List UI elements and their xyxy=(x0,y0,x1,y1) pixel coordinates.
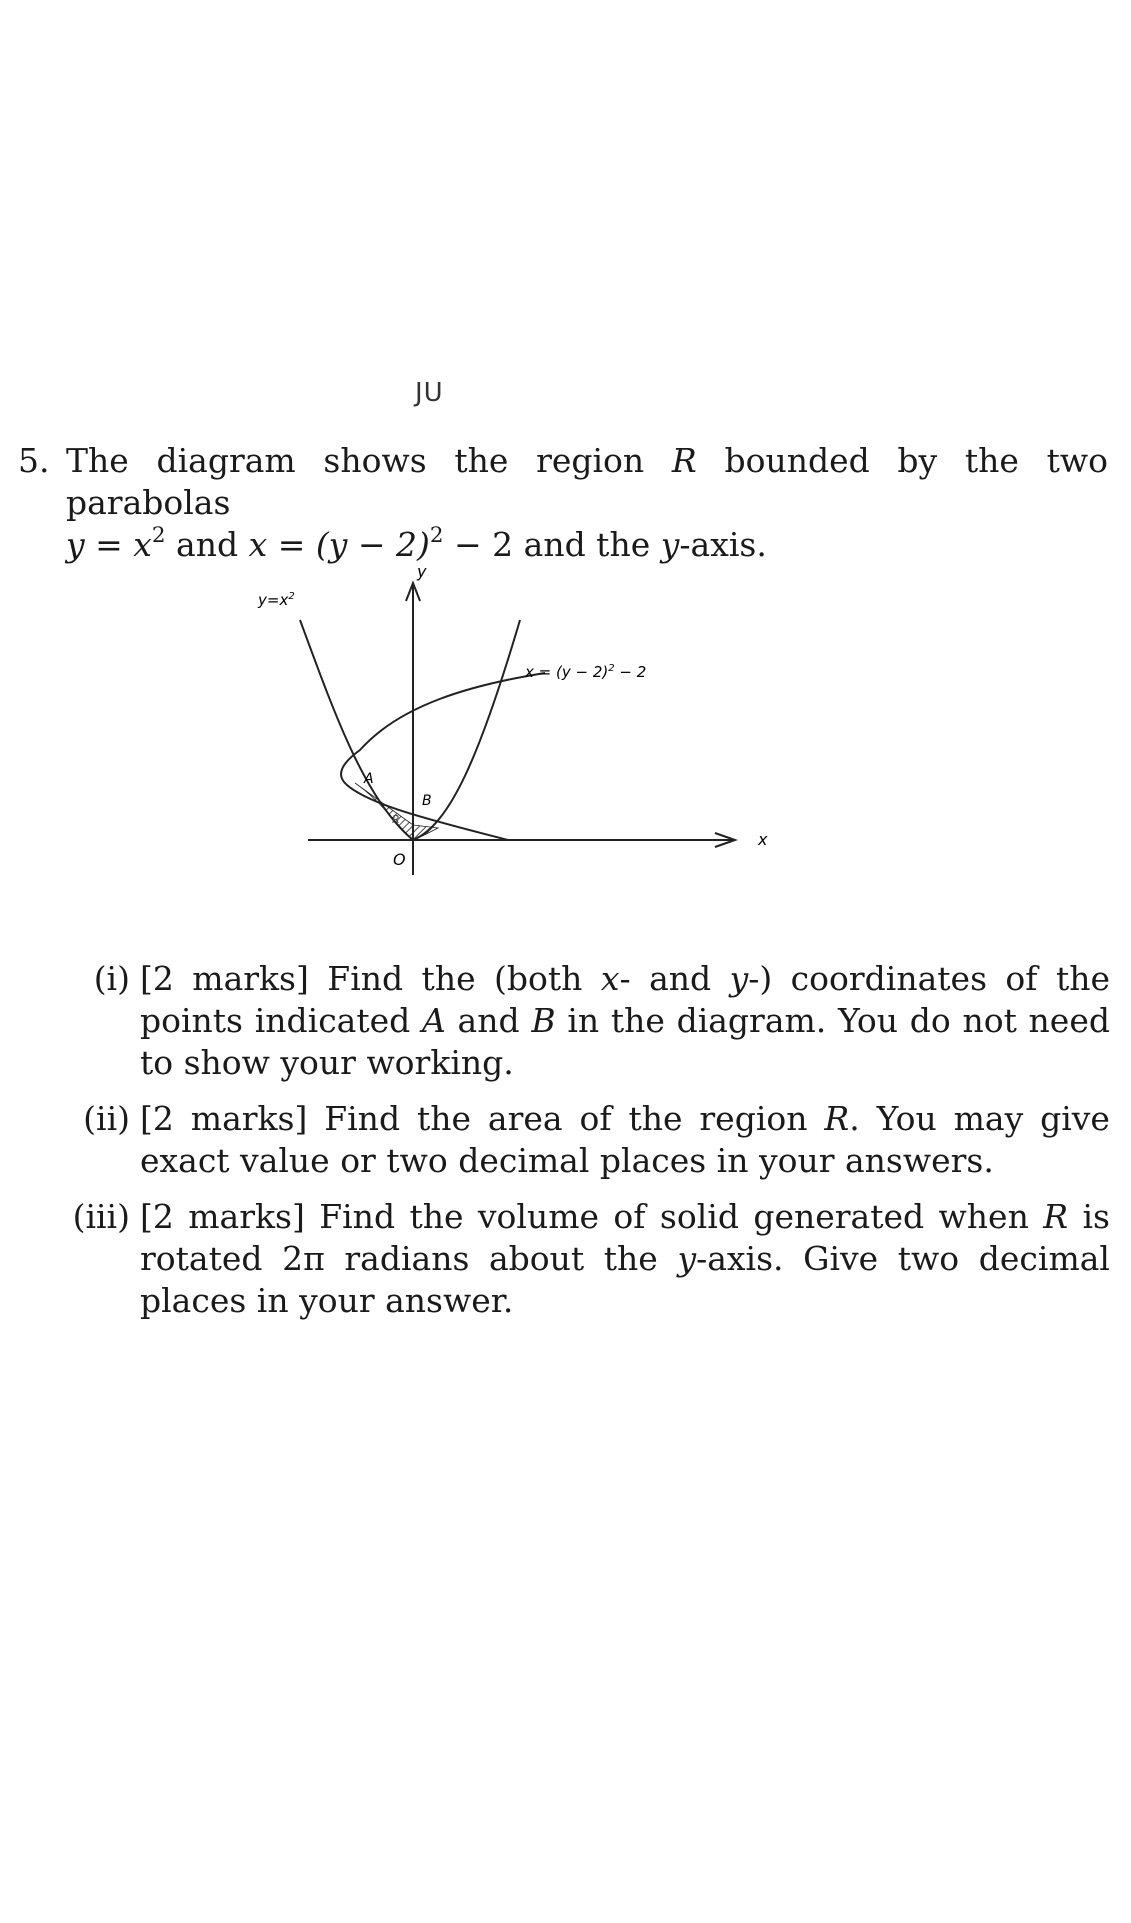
part-text-fragment: Find the area of the region xyxy=(324,1099,808,1138)
x-axis-label: x xyxy=(758,830,768,849)
statement-text: and xyxy=(176,525,239,564)
equation-1: y = x xyxy=(66,525,152,564)
point-b-label: B xyxy=(422,793,432,809)
axis-name: y xyxy=(677,1239,697,1278)
origin-label: O xyxy=(393,850,406,869)
region-symbol: R xyxy=(671,441,697,480)
statement-text: bounded by the two parabolas xyxy=(66,441,1109,522)
statement-text: The diagram shows the region xyxy=(66,441,645,480)
question-parts xyxy=(55,958,1110,1336)
label-y-equals-x-squared: $y=x^2$ xyxy=(258,591,295,609)
part-label: (iii) xyxy=(72,1197,130,1236)
angle-2pi: 2π xyxy=(282,1239,325,1278)
curve-y-equals-x-squared xyxy=(300,620,520,840)
part-i xyxy=(55,958,1110,1084)
label-x-equals-y-minus-2-squared: $x = (y - 2)^2 - 2$ xyxy=(525,663,647,681)
region-symbol: R xyxy=(824,1099,850,1138)
part-label: (ii) xyxy=(83,1099,130,1138)
y-axis-label: y xyxy=(417,562,427,581)
variable-x: x xyxy=(600,959,620,998)
equation-1-exponent: 2 xyxy=(151,522,166,548)
point-a-label: A xyxy=(364,771,374,787)
question-statement xyxy=(66,440,1108,566)
part-text-fragment: -axis. Give two decimal places in your answer. xyxy=(140,1239,1110,1320)
part-text-fragment: -) coordinates of the points indicated xyxy=(140,959,1110,1040)
part-ii xyxy=(55,1098,1110,1182)
part-label: (i) xyxy=(93,959,130,998)
point-b: B xyxy=(531,1001,556,1040)
marks: [2 marks] xyxy=(140,1099,308,1138)
parabola-diagram xyxy=(258,555,800,905)
diagram-svg xyxy=(258,555,800,905)
variable-y: y xyxy=(729,959,749,998)
part-text-fragment: radians about the xyxy=(344,1239,658,1278)
part-text-fragment: . You may give exact value or two decimal places in your answers. xyxy=(140,1099,1110,1180)
part-text xyxy=(140,1196,1110,1322)
part-text xyxy=(140,1098,1110,1182)
part-text-fragment: is rotated xyxy=(140,1197,1110,1278)
part-text-fragment: - and xyxy=(619,959,712,998)
part-text-fragment: Find the (both xyxy=(327,959,583,998)
marks: [2 marks] xyxy=(140,1197,305,1236)
question-number: 5. xyxy=(18,441,50,480)
part-text-fragment: Find the volume of solid generated when xyxy=(319,1197,1029,1236)
question-line-1 xyxy=(66,440,1108,524)
part-iii xyxy=(55,1196,1110,1322)
equation-2: x = (y − 2) xyxy=(248,525,430,564)
axis-name: y xyxy=(660,525,680,564)
region-symbol: R xyxy=(1043,1197,1069,1236)
part-text xyxy=(140,958,1110,1084)
point-a: A xyxy=(421,1001,446,1040)
equation-2-tail: − 2 xyxy=(454,525,514,564)
statement-text: -axis. xyxy=(679,525,767,564)
marks: [2 marks] xyxy=(140,959,309,998)
question-5 xyxy=(18,440,1108,566)
region-r-label: R xyxy=(392,813,400,826)
page-number-fragment: JU xyxy=(415,378,444,408)
equation-2-exponent: 2 xyxy=(429,522,444,548)
part-text-fragment: and xyxy=(457,1001,520,1040)
part-text-fragment: in the diagram. You do not need to show your working. xyxy=(140,1001,1110,1082)
statement-text: and the xyxy=(523,525,651,564)
